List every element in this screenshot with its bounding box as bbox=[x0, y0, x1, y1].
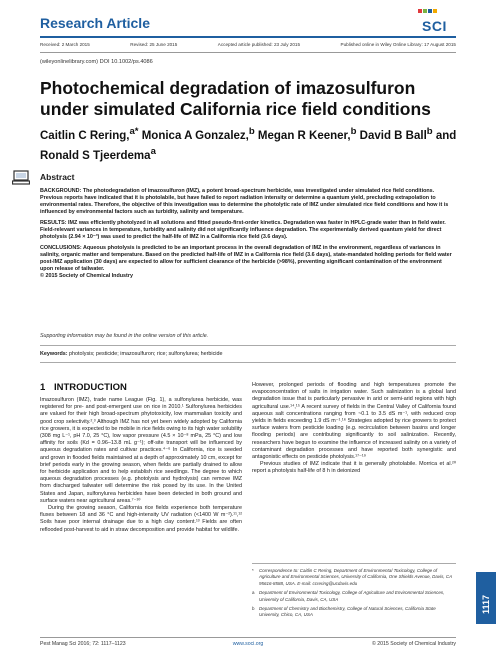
affiliation-a: a Department of Environmental Toxicology, College of Agriculture and Environmental Sciences, University of California, Davis, CA, USA bbox=[252, 590, 445, 602]
doi-link[interactable]: (wileyonlinelibrary.com) DOI 10.1002/ps.4086 bbox=[40, 59, 153, 65]
authors-line-1 bbox=[40, 124, 460, 144]
computer-icon bbox=[12, 170, 30, 186]
sci-logo-text: SCI bbox=[422, 18, 447, 34]
affiliation-b: b Department of Chemistry and Biochemistry, College of Natural Sciences, California State University, Chico, CA, USA bbox=[252, 606, 436, 618]
author-tjeerdema[interactable]: Ronald S Tjeerdema$^a$ bbox=[40, 145, 156, 162]
keywords: Keywords: photolysis; pesticide; imazosulfuron; rice; sulfonylurea; herbicide bbox=[40, 351, 223, 357]
intro-paragraph-4: Previous studies of IMZ indicate that it is generally photolabile. Morrica et al.²⁰ report a photolysis half-life of 8 h in deionized bbox=[252, 461, 456, 475]
keywords-rule-top bbox=[40, 345, 456, 346]
column-left bbox=[40, 397, 242, 534]
author-gonzalez[interactable]: Monica A Gonzalez,$^b$ bbox=[141, 126, 255, 142]
correspondence-note: * Correspondence to: Caitlin C Rering, Department of Environmental Toxicology, College of Agriculture and Environmental Sciences, University of California, One Shields Avenue, Davis, CA 95616-8588, USA. E-mail: ccrering@ucdavis.edu bbox=[252, 568, 452, 586]
article-type-label: Research Article bbox=[40, 15, 150, 31]
sci-logo bbox=[408, 8, 460, 34]
page-number-tab bbox=[476, 572, 496, 624]
intro-paragraph-2: During the growing season, California rice fields experience both temperature fluxes between 18 and 36 °C and high-intensity UV radiation (<1400 W m⁻²).¹¹,¹² Soils have poor internal drainage due to a high clay content.¹³ Fields are often reflooded post-harvest to aid in straw decomposition and provide habitat for wildlife. bbox=[40, 505, 242, 533]
section-number: 1 bbox=[40, 382, 46, 393]
section-heading-introduction bbox=[40, 382, 127, 393]
journal-citation: Pest Manag Sci 2016; 72: 1117–1123 bbox=[40, 641, 126, 647]
footer-rule bbox=[40, 637, 456, 638]
intro-paragraph-3: However, prolonged periods of flooding and high temperatures promote the evapoconcentration of salts in irrigation water. Such salinization is a global land degradation issue that is particularly pervasive in arid or semi-arid regions with high agricultural use.¹⁴,¹⁵ A recent survey of fields in the Central Valley of California found aqueous salt concentrations ranging from ~0.1 to 3.5 dS m⁻¹, with reduced crop yields in fields exceeding 1.9 dS m⁻¹.¹⁶ Strategies adopted by rice growers to protect surface waters from pesticide loading (e.g. recirculation between basins and longer flooding periods) are contributing significantly to soil salinization. Recently, researchers have begun to examine the influence of increased salinity on a variety of contaminant degradation processes and have reported both synergistic and antagonistic effects on pesticide photolysis.¹⁷⁻¹⁹ bbox=[252, 382, 456, 461]
author-keener[interactable]: Megan R Keener,$^b$ bbox=[257, 126, 357, 142]
journal-url[interactable]: www.soci.org bbox=[232, 641, 264, 647]
article-title: Photochemical degradation of imazosulfuron under simulated California rice field conditions bbox=[40, 78, 431, 119]
accepted-date: Accepted article published: 23 July 2015 bbox=[217, 42, 301, 47]
author-ball[interactable]: David B Ball$^b$ and bbox=[359, 126, 457, 142]
keywords-rule-bottom bbox=[40, 362, 456, 363]
abstract-heading: Abstract bbox=[40, 172, 75, 182]
section-title: INTRODUCTION bbox=[54, 382, 127, 393]
intro-paragraph-1: Imazosulfuron (IMZ), trade name League (Fig. 1), a sulfonylurea herbicide, was registered for pre- and post-emergent use on rice in 2010.¹ Sulfonylurea herbicides are valued for their high broad-spectrum phytotoxicity, low mammalian toxicity and good crop selectivity.²,³ Although IMZ has not yet been widely adopted by California rice growers, it is expected to be mobile in rice fields owing to its high water solubility (308 mg L⁻¹, pH 7.0, 25 °C), low vapor pressure (4.5 × 10⁻⁸ mPa, 25 °C) and low affinity for soils (Kd = 0.96–13.8 mL g⁻¹); off-site transport will be influenced by aqueous degradation rates and cultivar practices.⁴⁻⁶ In California, rice is seeded and grown in flooded fields maintained at a depth of approximately 10 cm, except for brief periods early in the growing season, when fields are partially drained to allow for herbicide application and to help establish rice seedlings. The degree to which aqueous degradation processes (e.g. photolysis and hydrolysis) can remove IMZ from discharged tailwater will determine the risk posed by its use. In the United States and Japan, sulfonylurea herbicides have been detected in both ground and surface waters near agricultural areas.⁷⁻¹⁰ bbox=[40, 397, 242, 504]
revised-date: Revised: 25 June 2015 bbox=[130, 42, 178, 47]
abstract-results: RESULTS: IMZ was efficiently photolyzed in all solutions and fitted pseudo-first-order kinetics. Degradation was faster in HPLC-grade water than in field water. Field-relevant variances in temperature, turbidity and salinity did not significantly influence degradation. The experimentally derived quantum yield for direct photolysis (2.94 × 10⁻³) was used to predict the half-life of IMZ in a California rice field (3.6 days). bbox=[40, 219, 446, 241]
column-right bbox=[252, 382, 456, 476]
dates-rule bbox=[40, 52, 456, 53]
abstract-body bbox=[40, 188, 456, 284]
header-rule bbox=[40, 36, 456, 38]
received-date: Received: 2 March 2015 bbox=[40, 42, 90, 47]
supporting-info-note: Supporting information may be found in the online version of this article. bbox=[40, 333, 209, 339]
abstract-conclusions: CONCLUSIONS: Aqueous photolysis is predicted to be an important process in the overall degradation of IMZ in the environment, regardless of variances in salinity, organic matter and temperature. Based on the predicted half-life of IMZ in a California rice field (3.6 days), state-mandated holding periods for field water post-IMZ application (30 days) are expected to allow for sufficient clearance of the herbicide (>98%), preventing significant contamination of the environment upon release of tailwater. © 2015 Society of Chemical Industry bbox=[40, 244, 452, 280]
abstract-copyright: © 2015 Society of Chemical Industry bbox=[40, 273, 133, 280]
page-number: 1117 bbox=[481, 594, 491, 614]
footnote-rule bbox=[252, 563, 456, 564]
authors-line-2 bbox=[40, 144, 460, 164]
abstract-background: BACKGROUND: The photodegradation of imazosulfuron (IMZ), a potent broad-spectrum herbicide, was investigated under simulated rice field conditions. Previous reports have indicated that it is photolabile, but have failed to report radiation intensity or determine a quantum yield, precluding extrapolation to environmental rates. Therefore, the objective of this investigation was to determine the photolytic rate of IMZ under simulated rice field conditions and how it is influenced by environmental factors such as turbidity, salinity and temperature. bbox=[40, 188, 449, 216]
footnotes bbox=[252, 568, 456, 622]
author-rering[interactable]: Caitlin C Rering,$^{a*}$ bbox=[40, 126, 139, 142]
published-date: Published online in Wiley Online Library: 17 August 2015 bbox=[340, 42, 456, 47]
author-list bbox=[40, 124, 460, 164]
publication-dates bbox=[40, 42, 456, 47]
footer-copyright: © 2015 Society of Chemical Industry bbox=[372, 641, 456, 647]
